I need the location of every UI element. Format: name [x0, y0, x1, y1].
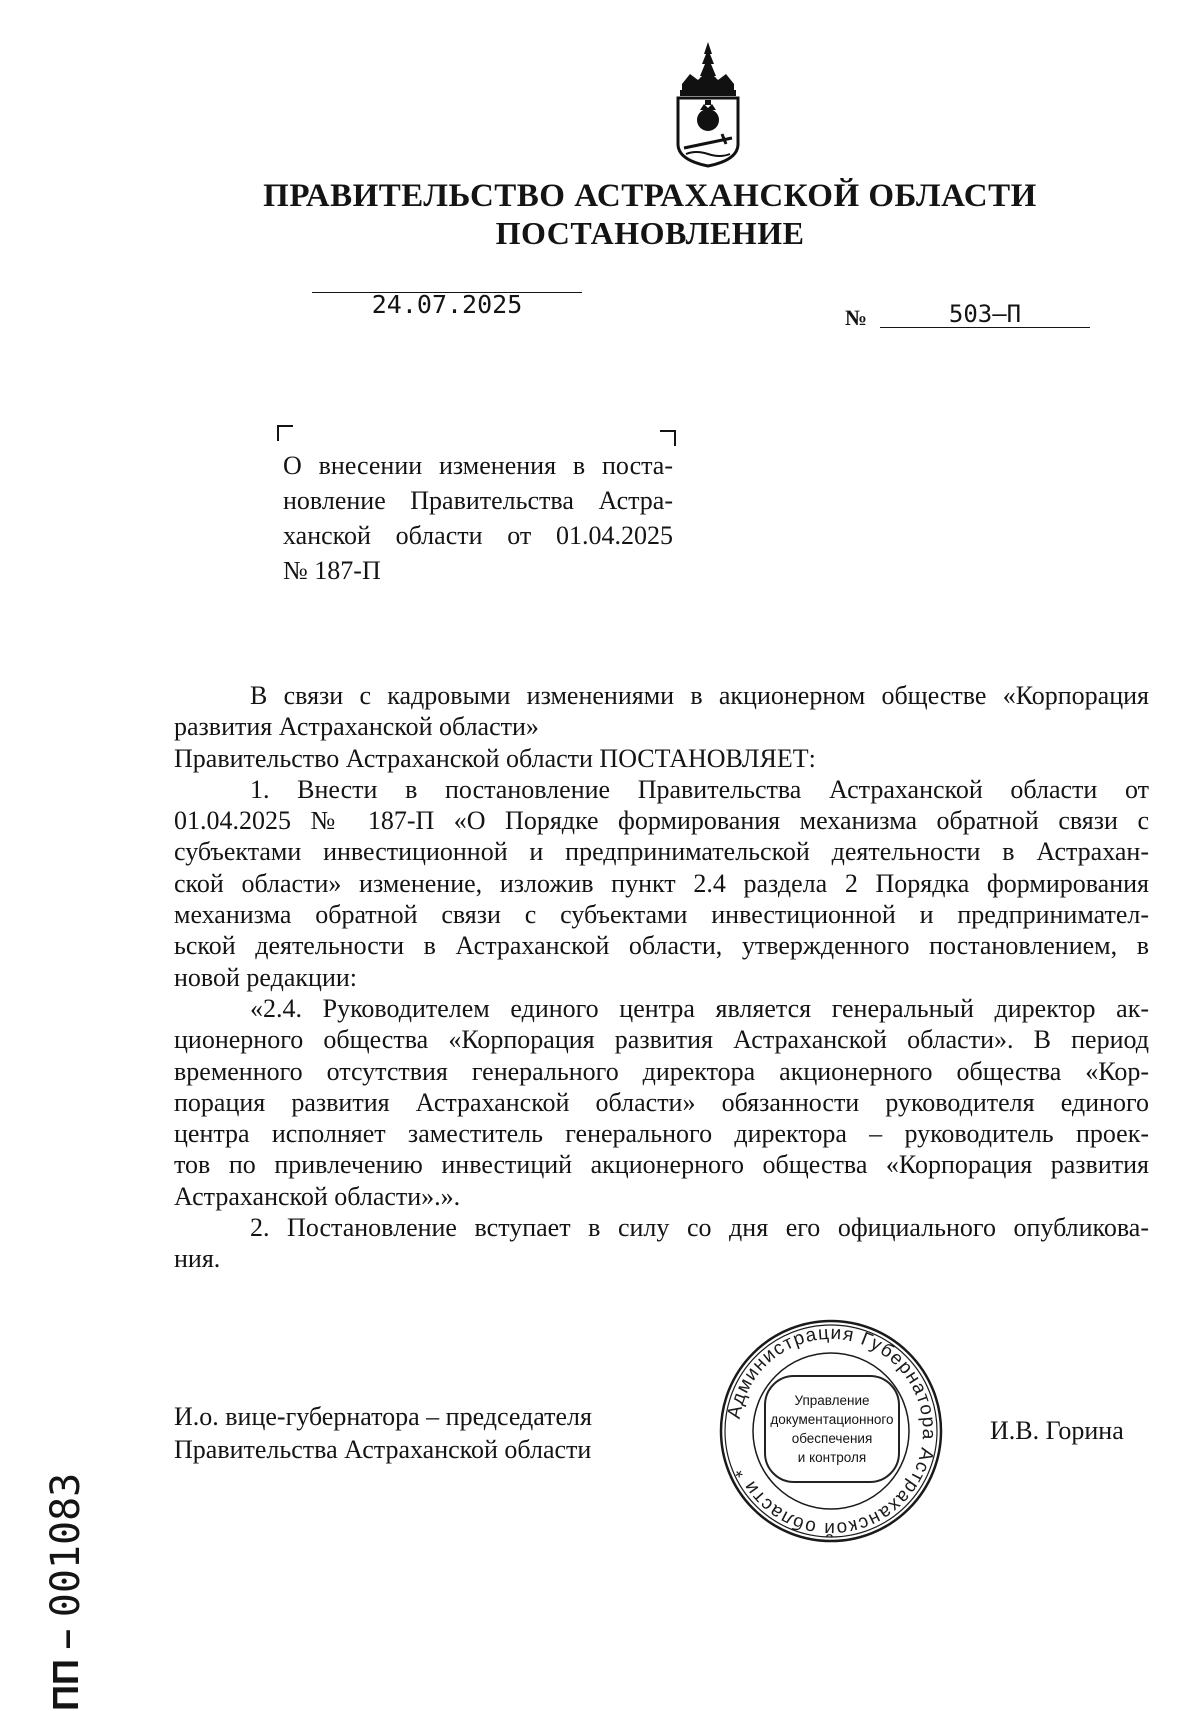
paragraph-preamble	[174, 680, 1149, 743]
signatory-position	[174, 1400, 592, 1466]
body-line: развития Астраханской области»	[174, 712, 539, 742]
subject-line: О внесении изменения в поста-	[283, 451, 673, 480]
serial-number-text: 001083	[43, 1472, 89, 1618]
document-date: 24.07.2025	[371, 290, 523, 319]
stamp-outer-text: Администрация Губернатора Астраханской области *	[723, 1322, 940, 1540]
body-line: Астраханской области».».	[174, 1181, 461, 1211]
stamp-inner-box	[764, 1375, 900, 1483]
stamp-inner-line: и контроля	[797, 1450, 867, 1465]
paragraph-item-2	[174, 1212, 1149, 1275]
side-serial-prefix	[36, 1629, 96, 1711]
paragraph-quote-2-4	[174, 993, 1149, 1212]
body-line: В связи с кадровыми изменениями в акционерном обществе «Корпорация	[250, 681, 1149, 710]
document-type-title: ПОСТАНОВЛЕНИЕ	[495, 215, 805, 251]
body-line: порация развития Астраханской области» обязанности руководителя единого	[174, 1087, 1149, 1117]
document-body	[174, 680, 1149, 1275]
document-number: 503–П	[948, 300, 1022, 328]
signatory-name: И.В. Горина	[990, 1416, 1124, 1445]
stamp-inner-line: Управление	[794, 1393, 870, 1408]
body-line: ния.	[174, 1244, 221, 1274]
paragraph-resolves	[174, 743, 1149, 774]
number-underline	[880, 327, 1090, 328]
body-line: «2.4. Руководителем единого центра является генеральный директор ак-	[250, 993, 1149, 1023]
body-line: 01.04.2025 № 187-П «О Порядке формирования механизма обратной связи с	[174, 806, 1149, 836]
body-line: тов по привлечению инвестиций акционерного общества «Корпорация развития	[174, 1150, 1149, 1180]
body-line: ской области» изменение, изложив пункт 2.4 раздела 2 Порядка формирования	[174, 868, 1149, 898]
subject-line: новление Правительства Астра-	[283, 486, 673, 515]
number-sign: №	[845, 305, 868, 330]
body-line: субъектами инвестиционной и предпринимательской деятельности в Астрахан-	[174, 837, 1149, 867]
body-line: временного отсутствия генерального директора акционерного общества «Кор-	[174, 1056, 1149, 1086]
serial-prefix-text: ПП –	[45, 1629, 86, 1711]
document-subject	[283, 448, 673, 588]
body-line: центра исполняет заместитель генерального директора – руководитель проек-	[174, 1119, 1149, 1149]
body-line: 1. Внести в постановление Правительства Астраханской области от	[250, 774, 1149, 804]
subject-corner-right	[660, 430, 676, 446]
body-line: Правительство Астраханской области ПОСТАНОВЛЯЕТ:	[174, 743, 816, 773]
government-title: ПРАВИТЕЛЬСТВО АСТРАХАНСКОЙ ОБЛАСТИ	[263, 178, 1037, 214]
subject-line: № 187-П	[283, 556, 381, 585]
signatory-position-line: Правительства Астраханской области	[174, 1435, 592, 1464]
date-underline	[312, 292, 582, 293]
coat-of-arms-icon	[660, 40, 756, 168]
body-line: ционерного общества «Корпорация развития Астраханской области». В период	[174, 1025, 1149, 1055]
stamp-inner-line: обеспечения	[791, 1431, 873, 1446]
body-line: новой редакции:	[174, 962, 357, 992]
subject-line: ханской области от 01.04.2025	[283, 521, 673, 550]
body-line: механизма обратной связи с субъектами инвестиционной и предпринимател-	[174, 900, 1149, 930]
stamp-inner-line: документационного	[770, 1412, 894, 1427]
signatory-position-line: И.о. вице-губернатора – председателя	[174, 1402, 592, 1431]
paragraph-item-1	[174, 774, 1149, 993]
body-line: 2. Постановление вступает в силу со дня его официального опубликова-	[250, 1213, 1149, 1243]
body-line: ьской деятельности в Астраханской области, утвержденного постановлением, в	[174, 931, 1149, 961]
subject-corner-left	[277, 425, 293, 441]
